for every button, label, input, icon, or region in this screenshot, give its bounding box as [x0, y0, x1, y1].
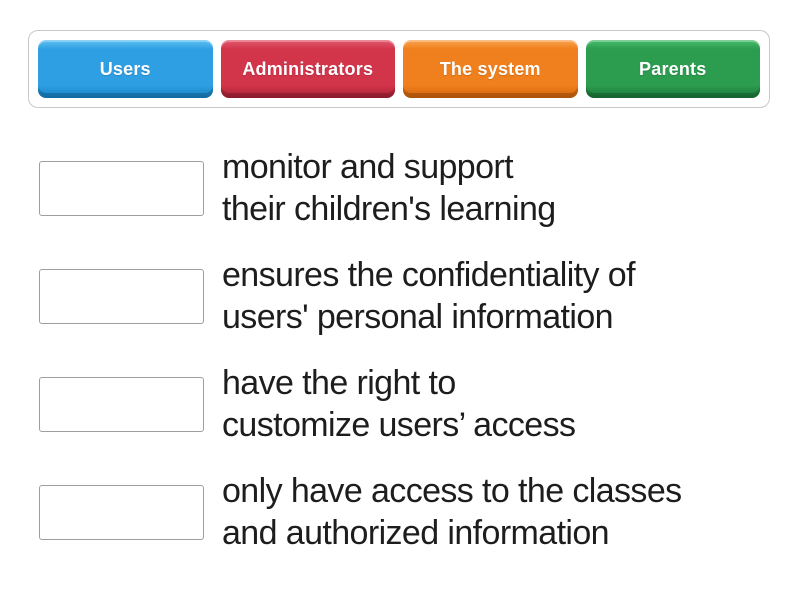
match-row-1	[39, 146, 800, 230]
key-the-system-label: The system	[439, 58, 541, 79]
answer-slot-3[interactable]	[39, 377, 204, 432]
key-users[interactable]	[38, 40, 213, 98]
clue-text-3	[222, 362, 575, 446]
clue-2-line-2: users' personal information	[222, 298, 613, 336]
clue-1-line-2: their children's learning	[222, 190, 556, 228]
key-administrators[interactable]	[221, 40, 396, 98]
clue-4-line-2: and authorized information	[222, 514, 609, 552]
clue-3-line-2: customize users’ access	[222, 406, 576, 444]
clue-text-2	[222, 254, 635, 338]
clue-2-line-1: ensures the confidentiality of	[222, 256, 635, 294]
answer-slot-2[interactable]	[39, 269, 204, 324]
match-row-3	[39, 362, 800, 446]
clue-text-1	[222, 146, 556, 230]
key-parents-label: Parents	[639, 58, 707, 79]
key-administrators-label: Administrators	[242, 58, 374, 79]
match-row-4	[39, 470, 800, 554]
clue-1-line-1: monitor and support	[222, 148, 513, 186]
key-the-system[interactable]	[403, 40, 578, 98]
answer-slot-4[interactable]	[39, 485, 204, 540]
answer-slot-1[interactable]	[39, 161, 204, 216]
match-row-2	[39, 254, 800, 338]
key-users-label: Users	[99, 58, 151, 79]
clue-text-4	[222, 470, 682, 554]
answer-keys-bar	[28, 30, 770, 108]
clue-3-line-1: have the right to	[222, 364, 456, 402]
match-rows	[39, 146, 800, 554]
key-parents[interactable]	[586, 40, 761, 98]
clue-4-line-1: only have access to the classes	[222, 472, 682, 510]
